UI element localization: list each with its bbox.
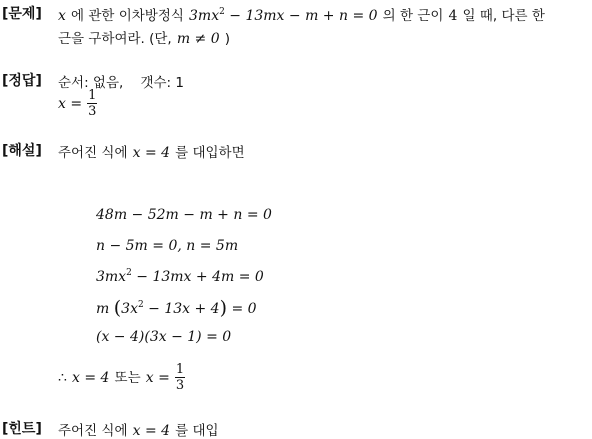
explanation-step-4-exponent: 2 [137, 300, 144, 310]
problem-equation [189, 8, 378, 24]
explanation-step-5-a: (x − 4) [96, 329, 145, 345]
answer-value [58, 88, 97, 119]
problem-equation-a: 3mx [189, 8, 220, 24]
problem-line-2 [58, 27, 230, 47]
explanation-step-1: 48m − 52m − m + n = 0 [96, 207, 272, 223]
problem-text-b: 의 한 근이 [382, 8, 444, 24]
problem-text-a: 에 관한 이차방정식 [71, 8, 184, 24]
explanation-intro [58, 141, 245, 161]
explanation-step-4-a: m [96, 301, 110, 317]
problem-text-d: 근을 구하여라. (단, [58, 31, 172, 47]
explanation-step-5 [96, 329, 231, 345]
explanation-step-4-c: − 13x + 4 [148, 301, 220, 317]
open-paren: ( [113, 297, 122, 319]
hint-text [58, 419, 219, 439]
explanation-step-4 [96, 297, 257, 319]
problem-text-e: ) [224, 31, 231, 47]
answer-numerator: 1 [88, 88, 97, 103]
answer-denominator: 3 [88, 104, 97, 119]
explanation-step-3-a: 3mx [96, 269, 127, 285]
explanation-intro-a: 주어진 식에 [58, 145, 128, 161]
problem-condition: m ≠ 0 [176, 31, 220, 47]
problem-equation-b: − 13mx − m + n = 0 [229, 8, 378, 24]
explanation-step-4-b: 3x [121, 301, 138, 317]
explanation-intro-b: 를 대입하면 [175, 145, 245, 161]
hint-text-b: 를 대입 [175, 423, 219, 439]
conclusion-first-root: x = 4 [72, 370, 110, 386]
explanation-step-2: n − 5m = 0, n = 5m [96, 238, 239, 254]
explanation-conclusion [58, 362, 185, 393]
explanation-step-5-c: = 0 [206, 329, 232, 345]
hint-label: [힌트] [2, 421, 42, 437]
problem-variable: x [58, 8, 66, 24]
answer-fraction [87, 88, 97, 119]
answer-label: [정답] [2, 73, 42, 89]
conclusion-denominator: 3 [175, 378, 185, 393]
problem-label: [문제] [2, 6, 42, 22]
problem-equation-exponent: 2 [219, 7, 225, 17]
conclusion-second-lhs: x = [145, 370, 170, 386]
conclusion-fraction [175, 362, 185, 393]
problem-root: 4 [448, 8, 458, 24]
explanation-step-3-b: − 13mx + 4m = 0 [136, 269, 264, 285]
explanation-step-4-d: = 0 [231, 301, 257, 317]
conclusion-or: 또는 [114, 370, 141, 386]
explanation-label: [해설] [2, 143, 42, 159]
therefore-symbol: ∴ [58, 370, 67, 386]
answer-lhs: x = [58, 96, 83, 112]
problem-line-1 [58, 4, 545, 24]
explanation-intro-math: x = 4 [132, 145, 171, 161]
answer-meta: 순서: 없음, 갯수: 1 [58, 75, 184, 91]
conclusion-numerator: 1 [175, 362, 185, 377]
hint-math: x = 4 [132, 423, 171, 439]
hint-text-a: 주어진 식에 [58, 423, 128, 439]
problem-text-c: 일 때, 다른 한 [462, 8, 545, 24]
explanation-step-3 [96, 269, 264, 285]
close-paren: ) [219, 297, 228, 319]
explanation-step-3-exponent: 2 [126, 268, 132, 278]
explanation-step-5-b: (3x − 1) [144, 329, 202, 345]
